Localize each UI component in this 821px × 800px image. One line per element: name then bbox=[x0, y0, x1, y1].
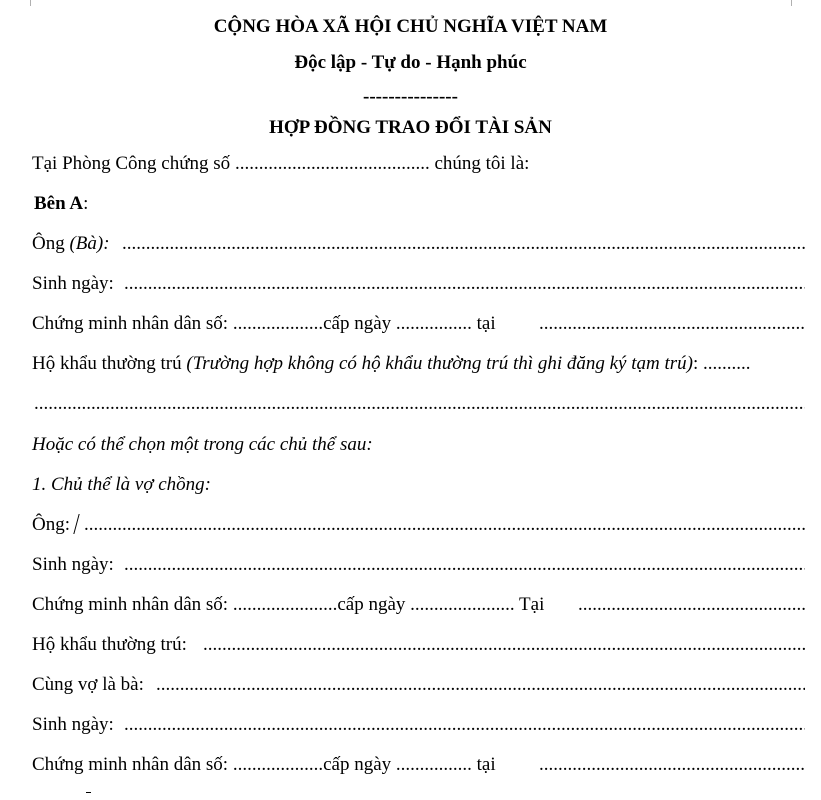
party-a-heading bbox=[34, 193, 88, 215]
party-a-id-place-label: tại bbox=[471, 313, 496, 334]
party-a-id-issue-dots[interactable]: ................ bbox=[395, 313, 472, 334]
party-a-id-place-field[interactable] bbox=[539, 313, 805, 335]
party-a-name-label-italic: (Bà): bbox=[69, 233, 110, 254]
separator: --------------- bbox=[363, 86, 458, 107]
wife-id-issue-label: cấp ngày bbox=[323, 754, 396, 775]
husband-label: Ông: bbox=[32, 514, 75, 535]
wife-id-label: Chứng minh nhân dân số: bbox=[32, 754, 233, 775]
party-a-id-issue-label: cấp ngày bbox=[323, 313, 396, 334]
husband-birth-field[interactable] bbox=[124, 554, 805, 576]
husband-id-issue-label: cấp ngày bbox=[337, 594, 411, 615]
husband-residence-field[interactable] bbox=[203, 634, 805, 656]
party-a-residence-line bbox=[32, 353, 751, 375]
husband-residence-label: Hộ khẩu thường trú: bbox=[32, 634, 187, 655]
alternatives-intro: Hoặc có thể chọn một trong các chủ thể sau: bbox=[32, 434, 373, 455]
party-a-name-line bbox=[32, 233, 110, 255]
motto: Độc lập - Tự do - Hạnh phúc bbox=[294, 52, 527, 73]
party-a-birth-field[interactable] bbox=[124, 273, 805, 295]
party-a-heading-colon: : bbox=[83, 193, 89, 214]
party-a-id-line bbox=[32, 313, 496, 335]
document-title: HỢP ĐỒNG TRAO ĐỔI TÀI SẢN bbox=[269, 117, 552, 138]
husband-id-place-field[interactable] bbox=[578, 594, 805, 616]
wife-name-field[interactable] bbox=[156, 674, 805, 696]
wife-id-line bbox=[32, 754, 496, 776]
wife-id-dots[interactable]: ................... bbox=[232, 754, 324, 775]
intro-suffix: chúng tôi là: bbox=[429, 153, 530, 174]
wife-id-issue-dots[interactable]: ................ bbox=[395, 754, 472, 775]
wife-label: Cùng vợ là bà: bbox=[32, 674, 144, 695]
husband-id-place-label: Tại bbox=[514, 594, 545, 615]
party-a-id-label: Chứng minh nhân dân số: bbox=[32, 313, 233, 334]
husband-name-field[interactable] bbox=[84, 514, 805, 536]
husband-id-line bbox=[32, 594, 544, 616]
intro-line bbox=[32, 153, 529, 175]
party-a-residence-continuation-field[interactable] bbox=[34, 393, 805, 415]
option1-title: 1. Chủ thể là vợ chồng: bbox=[32, 474, 211, 495]
husband-birth-label: Sinh ngày: bbox=[32, 554, 114, 575]
intro-prefix: Tại Phòng Công chứng số bbox=[32, 153, 235, 174]
party-a-id-dots[interactable]: ................... bbox=[232, 313, 324, 334]
party-a-heading-text: Bên A bbox=[34, 193, 84, 214]
intro-dots: ......................................... bbox=[234, 153, 430, 174]
party-a-residence-label: Hộ khẩu thường trú bbox=[32, 353, 187, 374]
next-line-glyph-fragment bbox=[86, 792, 91, 797]
wife-birth-field[interactable] bbox=[124, 714, 805, 736]
wife-id-place-field[interactable] bbox=[539, 754, 805, 776]
party-a-birth-label: Sinh ngày: bbox=[32, 273, 114, 294]
party-a-name-field[interactable] bbox=[122, 233, 805, 255]
national-title: CỘNG HÒA XÃ HỘI CHỦ NGHĨA VIỆT NAM bbox=[213, 16, 608, 37]
husband-id-label: Chứng minh nhân dân số: bbox=[32, 594, 233, 615]
husband-id-dots[interactable]: ...................... bbox=[232, 594, 338, 615]
party-a-residence-note: (Trường hợp không có hộ khẩu thường trú thì ghi đăng ký tạm trú) bbox=[186, 353, 693, 374]
party-a-name-label: Ông bbox=[32, 233, 70, 254]
wife-id-place-label: tại bbox=[471, 754, 496, 775]
husband-label-line bbox=[32, 514, 77, 536]
party-a-residence-suffix[interactable]: : .......... bbox=[692, 353, 751, 374]
husband-id-issue-dots[interactable]: ...................... bbox=[410, 594, 515, 615]
wife-birth-label: Sinh ngày: bbox=[32, 714, 114, 735]
